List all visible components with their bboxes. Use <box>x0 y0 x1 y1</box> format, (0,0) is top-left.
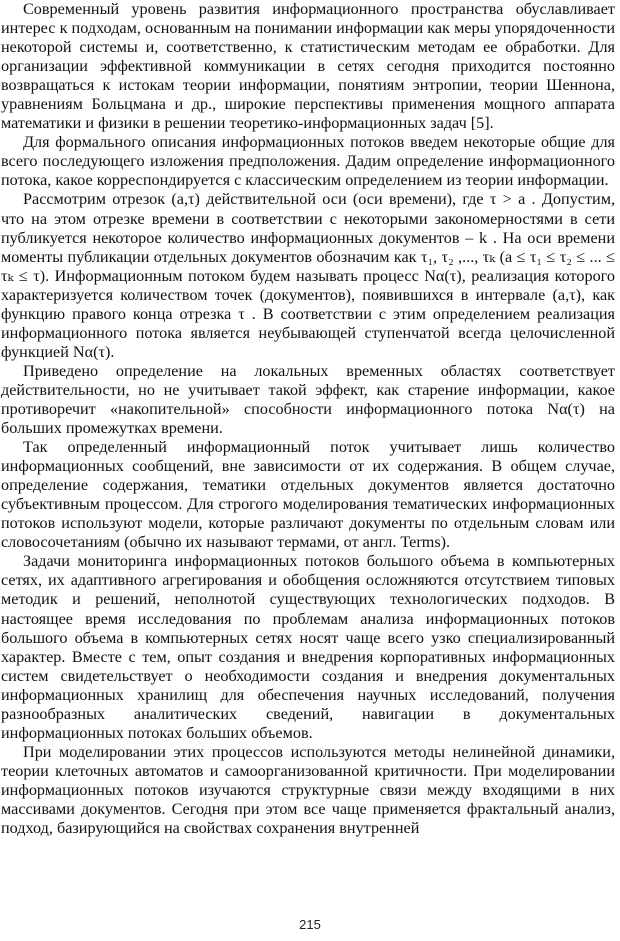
paragraph-2: Для формального описания информационных потоков введем некоторые общие для всего последующего изложения предположения. Дадим определение информационного потока, какое корреспондируется с классическим определением из теории информации. <box>1 133 615 190</box>
paragraph-1: Современный уровень развития информационного пространства обуславливает интерес к подходам, основанным на понимании информации как меры упорядоченности некоторой системы и, соответственно, к статистическим методам ее обработки. Для организации эффективной коммуникации в сетях сегодня приходится постоянно возвращаться к истокам теории информации, понятиям энтропии, теории Шеннона, уравнениям Больцмана и др., широкие перспективы применения мощного аппарата математики и физики в решении теоретико-информационных задач [5]. <box>1 0 615 133</box>
paragraph-6: Задачи мониторинга информационных потоков большого объема в компьютерных сетях, их адаптивного агрегирования и обобщения осложняются отсутствием типовых методик и решений, неполнотой существующих технологических подходов. В настоящее время исследования по проблемам анализа информационных потоков большого объема в компьютерных сетях носят чаще всего узко специализированный характер. Вместе с тем, опыт создания и внедрения корпоративных информационных систем свидетельствует о необходимости создания и внедрения документальных информационных хранилищ для обеспечения научных исследований, получения разнообразных аналитических сведений, навигации в документальных информационных потоках больших объемов. <box>1 552 615 742</box>
paragraph-7: При моделировании этих процессов используются методы нелинейной динамики, теории клеточных автоматов и самоорганизованной критичности. При моделировании информационных потоков изучаются структурные связи между входящими в них массивами документов. Сегодня при этом все чаще применяется фрактальный анализ, подход, базирующийся на свойствах сохранения внутренней <box>1 742 615 838</box>
paragraph-3: Рассмотрим отрезок (a,τ) действительной оси (оси времени), где τ > a . Допустим, что на этом отрезке времени в соответствии с некоторыми закономерностями в сети публикуется некоторое количество информационных документов – k . На оси времени моменты публикации отдельных документов обозначим как τ₁, τ₂ ,..., τₖ (a ≤ τ₁ ≤ τ₂ ≤ ... ≤ τₖ ≤ τ). Информационным потоком будем называть процесс Nα(τ), реализация которого характеризуется количеством точек (документов), появившихся в интервале (a,τ), как функцию правого конца отрезка τ . В соответствии с этим определением реализация информационного потока является неубывающей ступенчатой всегда целочисленной функцией Nα(τ). <box>1 190 615 361</box>
paragraph-4: Приведено определение на локальных временных областях соответствует действительности, но не учитывает такой эффект, как старение информации, какое противоречит «накопительной» способности информационного потока Nα(τ) на больших промежутках времени. <box>1 361 615 438</box>
page-number: 215 <box>299 917 321 932</box>
paragraph-5: Так определенный информационный поток учитывает лишь количество информационных сообщений, вне зависимости от их содержания. В общем случае, определение содержания, тематики отдельных документов является достаточно субъективным процессом. Для строгого моделирования тематических информационных потоков используют модели, которые различают документы по отдельным словам или словосочетаниям (обычно их называют термами, от англ. Terms). <box>1 438 615 552</box>
body-text <box>1 0 615 838</box>
